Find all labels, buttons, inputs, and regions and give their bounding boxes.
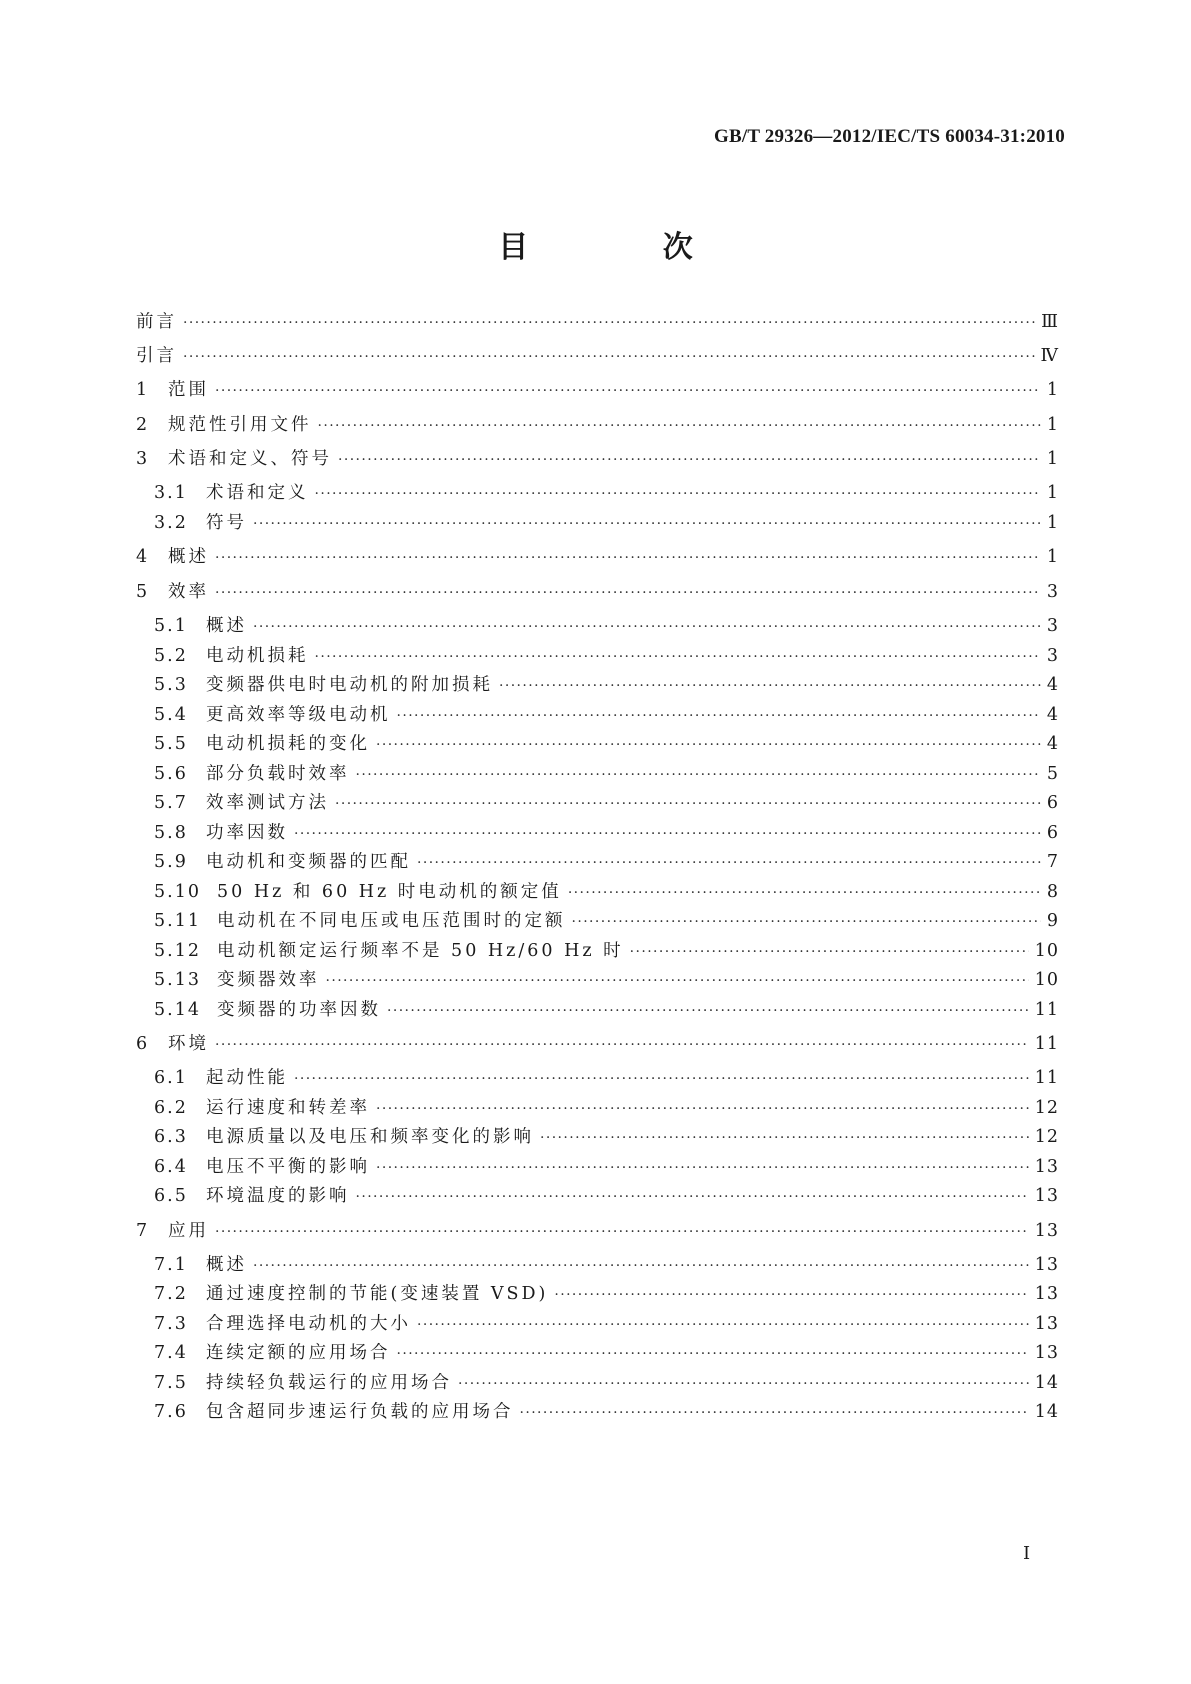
toc-dot-leader — [315, 645, 1041, 669]
toc-entry-title: 更高效率等级电动机 — [206, 705, 391, 725]
toc-entry[interactable] — [154, 511, 1059, 536]
toc-entry-title: 前言 — [136, 312, 177, 332]
toc-entry[interactable] — [154, 1341, 1059, 1366]
toc-dot-leader — [520, 1401, 1029, 1425]
toc-entry-number: 1 — [136, 380, 150, 400]
toc-entry-title: 起动性能 — [206, 1068, 288, 1088]
toc-entry-page: 13 — [1034, 1343, 1059, 1363]
toc-entry-number: 5.1 — [154, 616, 188, 636]
toc-entry[interactable] — [154, 1096, 1059, 1121]
toc-entry-page: Ⅳ — [1040, 346, 1059, 366]
toc-dot-leader — [387, 999, 1029, 1023]
toc-entry-page: 14 — [1034, 1402, 1059, 1422]
toc-entry-title: 术语和定义、符号 — [168, 449, 332, 469]
toc-entry-title: 概述 — [168, 547, 209, 567]
toc-entry-page: 13 — [1034, 1255, 1059, 1275]
toc-entry[interactable] — [154, 791, 1059, 816]
toc-entry[interactable] — [154, 481, 1059, 506]
toc-entry[interactable] — [154, 821, 1059, 846]
toc-entry-page: 1 — [1046, 380, 1059, 400]
toc-entry-title: 合理选择电动机的大小 — [206, 1314, 411, 1334]
table-of-contents — [136, 0, 1059, 1600]
toc-entry-title: 电动机额定运行频率不是 50 Hz/60 Hz 时 — [217, 941, 624, 961]
toc-dot-leader — [356, 763, 1041, 787]
toc-dot-leader — [215, 379, 1041, 403]
toc-dot-leader — [568, 881, 1041, 905]
toc-entry-title: 效率 — [168, 582, 209, 602]
toc-entry-page: 1 — [1046, 415, 1059, 435]
toc-entry-title: 符号 — [206, 513, 247, 533]
toc-entry-page: 6 — [1046, 793, 1059, 813]
toc-dot-leader — [554, 1283, 1028, 1307]
toc-entry-page: 3 — [1046, 582, 1059, 602]
toc-entry-page: Ⅲ — [1041, 312, 1059, 332]
toc-entry[interactable] — [154, 762, 1059, 787]
toc-entry-number: 6.2 — [154, 1098, 188, 1118]
toc-entry-title: 变频器效率 — [217, 970, 320, 990]
toc-entry-number: 7 — [136, 1221, 150, 1241]
toc-entry[interactable] — [154, 732, 1059, 757]
toc-entry-page: 14 — [1034, 1373, 1059, 1393]
toc-entry-number: 6.1 — [154, 1068, 188, 1088]
toc-entry-number: 5.10 — [154, 882, 201, 902]
toc-entry-page: 11 — [1034, 1000, 1059, 1020]
toc-entry-page: 1 — [1046, 513, 1059, 533]
toc-entry[interactable] — [154, 850, 1059, 875]
page-number: I — [1023, 1543, 1031, 1564]
toc-entry-page: 13 — [1034, 1314, 1059, 1334]
toc-entry-number: 7.1 — [154, 1255, 188, 1275]
toc-entry[interactable] — [154, 1371, 1059, 1396]
toc-dot-leader — [397, 1342, 1029, 1366]
toc-entry-number: 2 — [136, 415, 150, 435]
toc-dot-leader — [253, 1254, 1029, 1278]
toc-entry-page: 13 — [1034, 1284, 1059, 1304]
toc-entry-page: 13 — [1034, 1221, 1059, 1241]
toc-entry[interactable] — [154, 939, 1059, 964]
toc-entry-title: 概述 — [206, 1255, 247, 1275]
toc-entry-title: 电源质量以及电压和频率变化的影响 — [206, 1127, 534, 1147]
toc-entry-number: 5.3 — [154, 675, 188, 695]
toc-entry[interactable] — [136, 378, 1059, 403]
toc-entry-title: 术语和定义 — [206, 483, 309, 503]
toc-entry[interactable] — [154, 614, 1059, 639]
toc-entry[interactable] — [154, 968, 1059, 993]
toc-dot-leader — [376, 733, 1041, 757]
toc-dot-leader — [376, 1097, 1029, 1121]
toc-dot-leader — [417, 1313, 1029, 1337]
toc-entry-number: 4 — [136, 547, 150, 567]
toc-entry-number: 6.4 — [154, 1157, 188, 1177]
toc-entry-page: 13 — [1034, 1186, 1059, 1206]
toc-entry-number: 5.6 — [154, 764, 188, 784]
toc-entry-number: 5.8 — [154, 823, 188, 843]
toc-entry-title: 电动机损耗 — [206, 646, 309, 666]
toc-entry-number: 5.14 — [154, 1000, 201, 1020]
toc-entry[interactable] — [154, 1312, 1059, 1337]
toc-entry-page: 1 — [1046, 483, 1059, 503]
toc-entry[interactable] — [154, 998, 1059, 1023]
toc-entry-title: 范围 — [168, 380, 209, 400]
toc-entry-number: 3.2 — [154, 513, 188, 533]
toc-entry-title: 部分负载时效率 — [206, 764, 350, 784]
toc-entry-title: 规范性引用文件 — [168, 415, 312, 435]
toc-entry-page: 5 — [1046, 764, 1059, 784]
toc-dot-leader — [294, 822, 1041, 846]
toc-title: 目 次 — [498, 230, 755, 265]
toc-entry-title: 电动机和变频器的匹配 — [206, 852, 411, 872]
toc-entry-number: 5.2 — [154, 646, 188, 666]
toc-entry-page: 10 — [1034, 941, 1059, 961]
toc-entry[interactable] — [154, 703, 1059, 728]
toc-entry-title: 通过速度控制的节能(变速装置 VSD) — [206, 1284, 549, 1304]
toc-entry-page: 3 — [1046, 646, 1059, 666]
toc-dot-leader — [376, 1156, 1029, 1180]
toc-entry-title: 电压不平衡的影响 — [206, 1157, 370, 1177]
toc-dot-leader — [458, 1372, 1029, 1396]
toc-entry-page: 11 — [1034, 1034, 1059, 1054]
toc-dot-leader — [540, 1126, 1029, 1150]
toc-entry[interactable] — [136, 1219, 1059, 1244]
toc-entry[interactable] — [154, 1155, 1059, 1180]
toc-entry-number: 7.5 — [154, 1373, 188, 1393]
toc-entry-number: 5 — [136, 582, 150, 602]
toc-dot-leader — [183, 345, 1035, 369]
toc-entry[interactable] — [154, 1066, 1059, 1091]
toc-entry-title: 50 Hz 和 60 Hz 时电动机的额定值 — [217, 882, 562, 902]
toc-dot-leader — [499, 674, 1041, 698]
toc-entry-title: 运行速度和转差率 — [206, 1098, 370, 1118]
toc-entry-title: 概述 — [206, 616, 247, 636]
toc-dot-leader — [356, 1185, 1029, 1209]
toc-entry-page: 1 — [1046, 547, 1059, 567]
toc-entry-page: 7 — [1046, 852, 1059, 872]
toc-entry-number: 6.3 — [154, 1127, 188, 1147]
toc-entry-page: 13 — [1034, 1157, 1059, 1177]
toc-dot-leader — [326, 969, 1029, 993]
toc-dot-leader — [215, 581, 1041, 605]
toc-dot-leader — [294, 1067, 1029, 1091]
toc-entry[interactable] — [136, 1032, 1059, 1057]
toc-entry[interactable] — [136, 344, 1059, 369]
toc-entry-page: 8 — [1046, 882, 1059, 902]
toc-dot-leader — [253, 512, 1041, 536]
toc-entry-number: 7.2 — [154, 1284, 188, 1304]
toc-entry-number: 5.4 — [154, 705, 188, 725]
toc-entry-page: 1 — [1046, 449, 1059, 469]
toc-dot-leader — [397, 704, 1041, 728]
toc-dot-leader — [183, 311, 1035, 335]
toc-entry[interactable] — [154, 1253, 1059, 1278]
toc-entry-page: 11 — [1034, 1068, 1059, 1088]
toc-entry[interactable] — [154, 909, 1059, 934]
toc-entry-number: 5.9 — [154, 852, 188, 872]
toc-entry[interactable] — [136, 413, 1059, 438]
toc-entry-title: 变频器供电时电动机的附加损耗 — [206, 675, 493, 695]
toc-entry-title: 电动机损耗的变化 — [206, 734, 370, 754]
standard-code: GB/T 29326—2012/IEC/TS 60034-31:2010 — [714, 126, 1065, 147]
toc-entry-page: 4 — [1046, 705, 1059, 725]
toc-dot-leader — [572, 910, 1041, 934]
toc-entry-number: 5.12 — [154, 941, 201, 961]
toc-dot-leader — [417, 851, 1041, 875]
toc-entry[interactable] — [136, 447, 1059, 472]
toc-entry-page: 10 — [1034, 970, 1059, 990]
toc-entry-number: 6 — [136, 1034, 150, 1054]
toc-entry-number: 3 — [136, 449, 150, 469]
toc-entry-title: 应用 — [168, 1221, 209, 1241]
toc-entry-title: 环境温度的影响 — [206, 1186, 350, 1206]
toc-entry-page: 6 — [1046, 823, 1059, 843]
toc-entry-title: 功率因数 — [206, 823, 288, 843]
toc-entry[interactable] — [154, 880, 1059, 905]
toc-dot-leader — [215, 1220, 1029, 1244]
toc-entry-number: 5.7 — [154, 793, 188, 813]
toc-entry-page: 12 — [1034, 1098, 1059, 1118]
toc-entry-page: 3 — [1046, 616, 1059, 636]
toc-dot-leader — [335, 792, 1041, 816]
toc-entry-title: 包含超同步速运行负载的应用场合 — [206, 1402, 514, 1422]
toc-entry-page: 4 — [1046, 675, 1059, 695]
toc-entry-number: 7.3 — [154, 1314, 188, 1334]
toc-entry[interactable] — [136, 545, 1059, 570]
toc-entry[interactable] — [136, 580, 1059, 605]
toc-entry-title: 引言 — [136, 346, 177, 366]
toc-entry-number: 7.6 — [154, 1402, 188, 1422]
toc-entry-number: 6.5 — [154, 1186, 188, 1206]
toc-dot-leader — [630, 940, 1029, 964]
toc-entry[interactable] — [154, 1400, 1059, 1425]
toc-entry-number: 5.5 — [154, 734, 188, 754]
toc-entry-number: 3.1 — [154, 483, 188, 503]
toc-entry-title: 效率测试方法 — [206, 793, 329, 813]
toc-entry[interactable] — [154, 644, 1059, 669]
toc-entry-number: 7.4 — [154, 1343, 188, 1363]
toc-entry-title: 环境 — [168, 1034, 209, 1054]
toc-dot-leader — [253, 615, 1041, 639]
toc-entry-number: 5.13 — [154, 970, 201, 990]
toc-entry[interactable] — [154, 1282, 1059, 1307]
toc-entry-title: 电动机在不同电压或电压范围时的定额 — [217, 911, 566, 931]
toc-entry[interactable] — [154, 673, 1059, 698]
toc-entry-title: 连续定额的应用场合 — [206, 1343, 391, 1363]
toc-entry-page: 9 — [1046, 911, 1059, 931]
toc-dot-leader — [338, 448, 1041, 472]
toc-entry-page: 12 — [1034, 1127, 1059, 1147]
toc-entry-number: 5.11 — [154, 911, 201, 931]
toc-entry-title: 变频器的功率因数 — [217, 1000, 381, 1020]
toc-dot-leader — [315, 482, 1041, 506]
toc-dot-leader — [318, 414, 1041, 438]
toc-entry[interactable] — [154, 1184, 1059, 1209]
toc-entry[interactable] — [136, 310, 1059, 335]
toc-dot-leader — [215, 546, 1041, 570]
toc-entry[interactable] — [154, 1125, 1059, 1150]
toc-entry-page: 4 — [1046, 734, 1059, 754]
toc-dot-leader — [215, 1033, 1029, 1057]
toc-entry-title: 持续轻负载运行的应用场合 — [206, 1373, 452, 1393]
